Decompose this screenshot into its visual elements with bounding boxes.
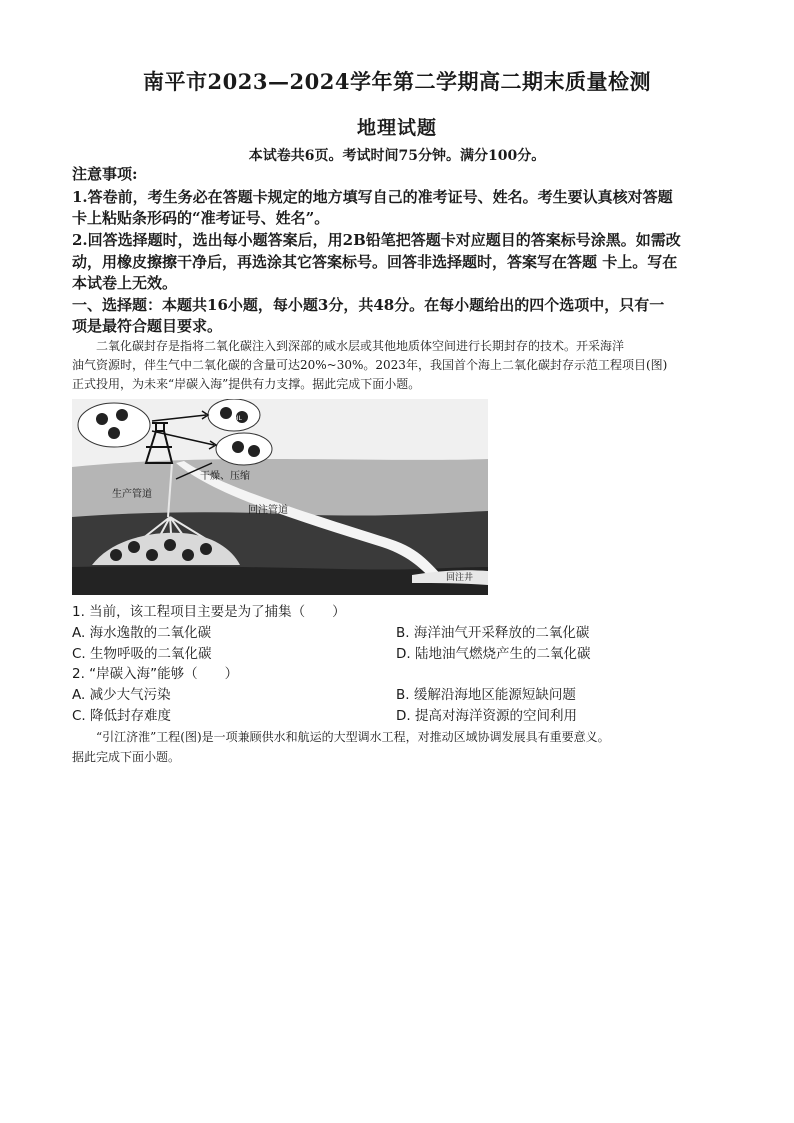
passage-line: 正式投用，为未来“岸碳入海”提供有力支撑。据此完成下面小题。	[72, 377, 421, 391]
question-option: C. 降低封存难度	[72, 708, 172, 724]
question-stem: 2. “岸碳入海”能够（ ）	[72, 666, 239, 682]
oil-drop-icon	[116, 409, 128, 421]
notes-line: 1.答卷前，考生务必在答题卡规定的地方填写自己的准考证号、姓名。考生要认真核对答题	[72, 188, 673, 206]
oil-drop-icon	[108, 427, 120, 439]
bubble-label: OIL	[232, 415, 242, 422]
label-reinjection-pipe: 回注管道	[248, 505, 288, 516]
oil-drop-icon	[164, 539, 176, 551]
question-option: B. 海洋油气开采释放的二氧化碳	[396, 625, 590, 641]
gas-bubble-group	[216, 433, 272, 465]
label-production-pipe: 生产管道	[112, 489, 152, 500]
exam-info: 本试卷共6页。考试时间75分钟。满分100分。	[248, 148, 546, 164]
question-option: A. 减少大气污染	[72, 687, 171, 703]
question-option: D. 陆地油气燃烧产生的二氧化碳	[396, 646, 591, 662]
question-option: A. 海水逸散的二氧化碳	[72, 625, 212, 641]
notes-line: 2.回答选择题时，选出每小题答案后，用2B铅笔把答题卡对应题目的答案标号涂黑。如需改	[72, 231, 681, 249]
subject-title: 地理试题	[356, 117, 437, 139]
oil-drop-icon	[96, 413, 108, 425]
oil-drop-icon	[182, 549, 194, 561]
passage-line: 二氧化碳封存是指将二氧化碳注入到深部的咸水层或其他地质体空间进行长期封存的技术。开采海洋	[72, 339, 625, 353]
section-heading-cont: 项是最符合题目要求。	[72, 317, 223, 335]
oil-drop-icon	[232, 441, 244, 453]
notes-line: 本试卷上无效。	[72, 274, 178, 292]
label-reinjection-well: 回注井	[446, 573, 474, 583]
oil-drop-icon	[248, 445, 260, 457]
passage-line: 据此完成下面小题。	[72, 750, 181, 764]
question-option: B. 缓解沿海地区能源短缺问题	[396, 687, 576, 703]
oil-drop-icon	[110, 549, 122, 561]
label-dry-compress: 干燥、压缩	[200, 471, 250, 482]
notes-line: 卡上粘贴条形码的“准考证号、姓名”。	[72, 209, 330, 227]
question-option: C. 生物呼吸的二氧化碳	[72, 646, 212, 662]
co2-storage-diagram	[72, 399, 488, 595]
oil-drop-icon	[220, 407, 232, 419]
question-option: D. 提高对海洋资源的空间利用	[396, 708, 577, 724]
oil-drop-icon	[146, 549, 158, 561]
notes-heading: 注意事项:	[72, 165, 138, 183]
question-stem: 1. 当前，该工程项目主要是为了捕集（ ）	[72, 604, 346, 620]
passage-line: 油气资源时，伴生气中二氧化碳的含量可达20%~30%。2023年，我国首个海上二氧化碳封存示范工程项目(图)	[72, 358, 668, 372]
bubble-label: OIL	[108, 421, 118, 428]
notes-line: 动，用橡皮擦擦干净后，再选涂其它答案标号。回答非选择题时，答案写在答题 卡上。写在	[72, 253, 678, 271]
section-heading: 一、选择题：本题共16小题，每小题3分，共48分。在每小题给出的四个选项中，只有一	[72, 296, 665, 314]
exam-title: 南平市2023—2024学年第二学期高二期末质量检测	[143, 69, 651, 94]
passage-line: “引江济淮”工程(图)是一项兼顾供水和航运的大型调水工程，对推动区域协调发展具有重要意义。	[72, 730, 610, 744]
oil-drop-icon	[200, 543, 212, 555]
oil-drop-icon	[128, 541, 140, 553]
